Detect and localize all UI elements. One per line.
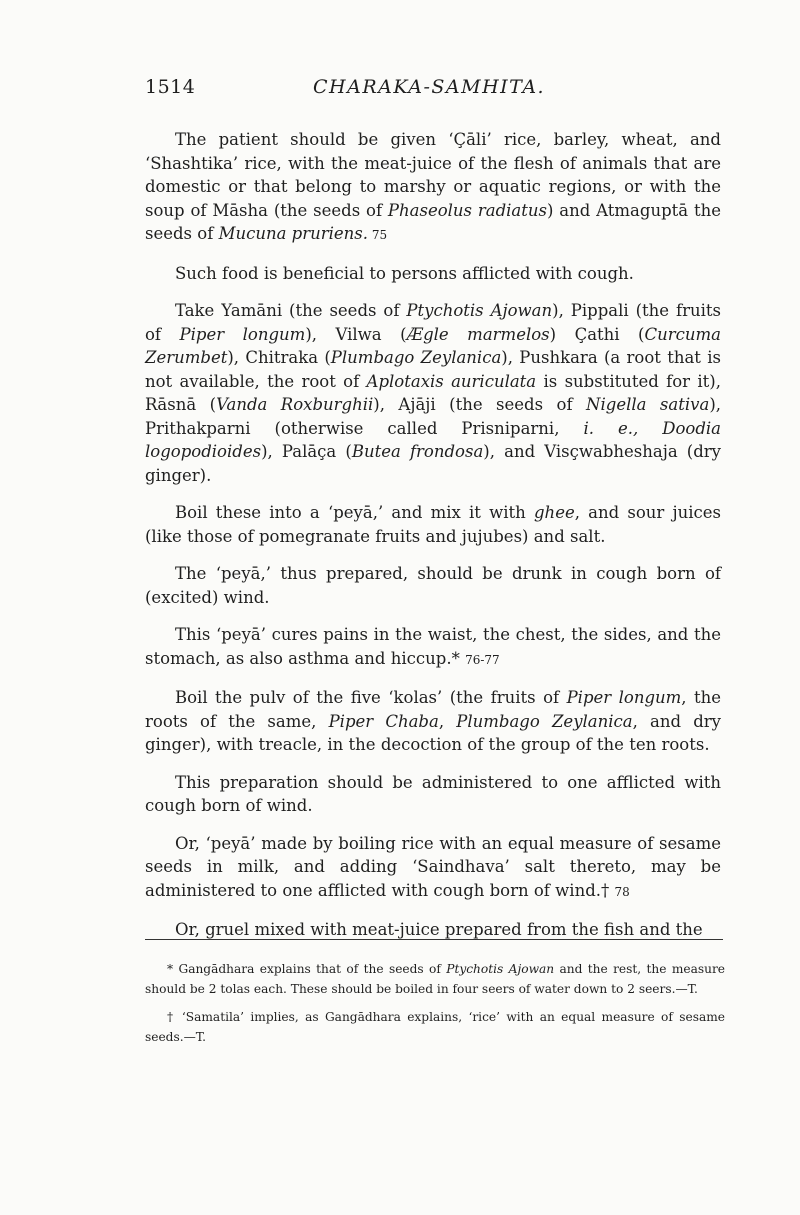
- text-run: ), Pushkara (a root that is not available, the root of: [145, 348, 721, 391]
- text-run: , the roots of the same,: [145, 688, 721, 731]
- paragraph: [145, 501, 721, 548]
- verse-number: 78: [614, 884, 630, 899]
- text-run: The ‘peyā,’ thus prepared, should be drunk in cough born of (excited) wind.: [145, 564, 721, 607]
- running-title: CHARAKA-SAMHITA.: [313, 76, 546, 98]
- paragraph: [145, 128, 721, 248]
- page-header: [145, 76, 725, 106]
- text-run: * Gangādhara explains that of the seeds of: [167, 962, 447, 976]
- paragraph: [145, 686, 721, 757]
- text-run: ), Ajāji (the seeds of: [373, 395, 587, 414]
- italic-term: Ægle marmelos: [406, 324, 550, 344]
- text-run: This preparation should be administered to one afflicted with cough born of wind.: [145, 772, 721, 815]
- text-run: † ‘Samatila’ implies, as Gangādhara explains, ‘rice’ with an equal measure of sesame seeds.—T.: [145, 1010, 725, 1044]
- paragraph: [145, 623, 721, 672]
- paragraph: [145, 918, 721, 942]
- text-run: [638, 419, 662, 438]
- footnote: [145, 960, 725, 999]
- paragraph: [145, 262, 721, 286]
- text-run: ), Prithakparni (otherwise called Prisniparni,: [145, 395, 721, 438]
- text-run: Or, ‘peyā’ made by boiling rice with an equal measure of sesame seeds in milk, and adding ‘Saindhava’ salt thereto, may be administered to one afflicted with cough born of wind.†: [145, 833, 721, 900]
- italic-term: Butea frondosa: [351, 442, 484, 461]
- italic-term: Aplotaxis auriculata: [366, 371, 537, 391]
- italic-term: ghee: [534, 503, 575, 522]
- italic-term: Plumbago Zeylanica: [456, 711, 633, 731]
- text-run: Such food is beneficial to persons afflicted with cough.: [175, 263, 634, 283]
- verse-number: 75: [368, 228, 388, 242]
- italic-term: Nigella sativa: [586, 395, 710, 414]
- paragraph: [145, 771, 721, 818]
- text-run: ), and Visçwabheshaja (dry ginger).: [145, 442, 721, 485]
- paragraph: [145, 299, 721, 487]
- text-run: Boil these into a ‘peyā,’ and mix it with: [175, 503, 534, 522]
- italic-term: i. e.,: [583, 418, 639, 438]
- text-run: and the rest, the measure should be 2 tolas each. These should be boiled in four seers of water down to 2 seers.—T.: [145, 962, 725, 996]
- text-run: Or, gruel mixed with meat-juice prepared from the fish and the: [175, 920, 703, 939]
- text-run: ) Çathi (: [549, 324, 645, 344]
- text-run: , and sour juices (like those of pomegranate fruits and jujubes) and salt.: [145, 503, 721, 546]
- text-run: ,: [438, 711, 457, 731]
- text-run: Boil the pulv of the five ‘kolas’ (the fruits of: [175, 688, 567, 707]
- italic-term: Ptychotis Ajowan: [406, 301, 553, 320]
- footnote-rule: [145, 939, 723, 940]
- text-run: ), Palāça (: [261, 442, 352, 461]
- text-run: ), Chitraka (: [227, 348, 331, 367]
- italic-term: Vanda Roxburghii: [216, 395, 374, 414]
- footnotes: [145, 960, 725, 1056]
- italic-term: Piper longum: [179, 324, 306, 344]
- text-run: This ‘peyā’ cures pains in the waist, the chest, the sides, and the stomach, as also asthma and hiccup.*: [145, 625, 721, 668]
- body-text: [145, 128, 721, 956]
- italic-term: Curcuma Zerumbet: [145, 324, 721, 367]
- paragraph: [145, 562, 721, 609]
- paragraph: [145, 832, 721, 905]
- text-run: ), Vilwa (: [305, 324, 407, 344]
- text-run: ), Pippali (the fruits of: [145, 301, 721, 344]
- italic-term: Piper longum: [566, 688, 682, 707]
- verse-number: 76-77: [465, 652, 500, 667]
- italic-term: Piper Chaba: [328, 711, 439, 731]
- text-run: , and dry ginger), with treacle, in the decoction of the group of the ten roots.: [145, 711, 722, 754]
- italic-term: Mucuna pruriens.: [218, 224, 369, 243]
- page-number: 1514: [145, 76, 196, 98]
- text-run: ) and Atmaguptā the seeds of: [145, 200, 721, 243]
- italic-term: Phaseolus radiatus: [387, 200, 547, 220]
- italic-term: Doodia logopodioides: [145, 418, 721, 461]
- text-run: Take Yamāni (the seeds of: [175, 301, 407, 320]
- text-run: is substituted for it), Rāsnā (: [145, 371, 721, 414]
- text-run: The patient should be given ‘Çāli’ rice, barley, wheat, and ‘Shashtika’ rice, with the meat-juice of the flesh of animals that are domestic or that belong to marshy or aquatic regions, or with the soup of Māsha (the seeds of: [145, 130, 721, 220]
- footnote: [145, 1008, 725, 1047]
- italic-term: Plumbago Zeylanica: [330, 348, 502, 367]
- italic-term: Ptychotis Ajowan: [446, 962, 555, 976]
